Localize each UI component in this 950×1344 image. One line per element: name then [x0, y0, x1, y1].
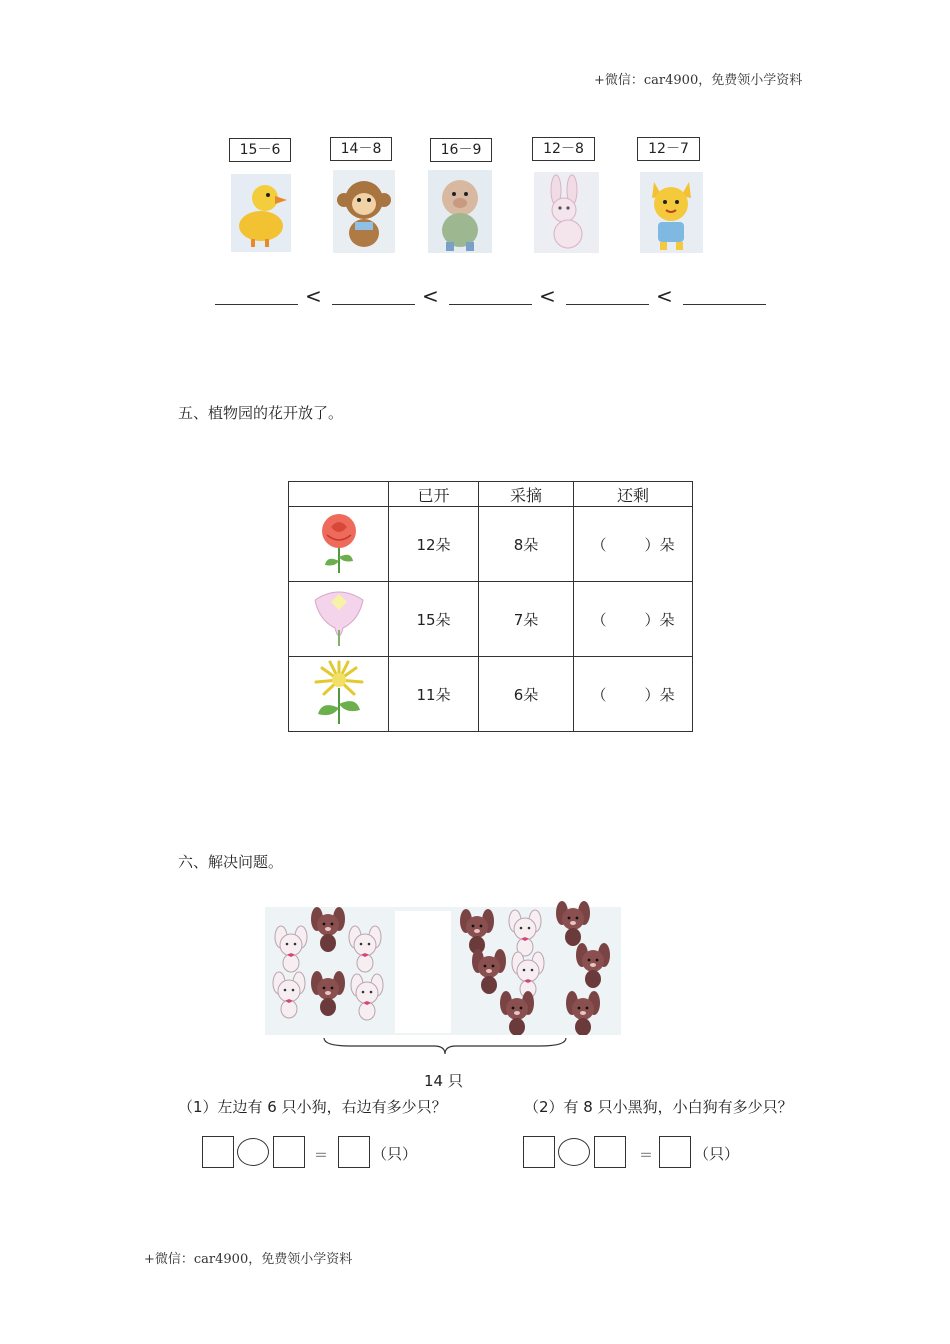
answer-box[interactable] — [659, 1136, 691, 1168]
flower-cell — [289, 582, 389, 657]
equals-sign: ＝ — [639, 1148, 653, 1164]
table-header-row — [289, 482, 693, 507]
answer-blank[interactable] — [215, 304, 298, 305]
picked-count: 7朵 — [479, 582, 574, 657]
dogs-illustration — [265, 897, 621, 1035]
pig-icon — [428, 170, 492, 253]
answer-box[interactable] — [273, 1136, 305, 1168]
expression-box: 16－9 — [430, 138, 492, 162]
expression-box: 12－8 — [532, 137, 595, 161]
rose-icon — [309, 509, 369, 575]
answer-box[interactable] — [594, 1136, 626, 1168]
paren-open: （ — [591, 610, 607, 629]
answer-blank[interactable] — [332, 304, 415, 305]
answer-box[interactable] — [338, 1136, 370, 1168]
answer-blank[interactable] — [566, 304, 649, 305]
operator-circle[interactable] — [237, 1138, 269, 1166]
chrysanthemum-icon — [308, 658, 370, 726]
rabbit-icon — [534, 172, 599, 253]
less-than-sign: < — [539, 284, 556, 308]
table-row — [289, 507, 693, 582]
table-header: 采摘 — [479, 482, 574, 507]
table-row — [289, 582, 693, 657]
unit-label: （只） — [694, 1145, 740, 1163]
remaining-cell[interactable] — [574, 657, 693, 732]
flower-table — [288, 481, 693, 732]
paren-close-unit: ）朵 — [644, 685, 675, 704]
expression-box: 15－6 — [229, 138, 291, 162]
question-2: （2）有 8 只小黑狗，小白狗有多少只？ — [524, 1098, 793, 1116]
section-title: 五、植物园的花开放了。 — [178, 404, 344, 422]
flower-cell — [289, 507, 389, 582]
table-header: 还剩 — [574, 482, 693, 507]
answer-box[interactable] — [523, 1136, 555, 1168]
opened-count: 15朵 — [389, 582, 479, 657]
expression-box: 14－8 — [330, 137, 392, 161]
equals-sign: ＝ — [314, 1148, 328, 1164]
total-label: 14 只 — [424, 1072, 463, 1090]
header-note: +微信：car4900，免费领小学资料 — [594, 73, 803, 88]
cat-icon — [640, 172, 703, 253]
unit-label: （只） — [372, 1145, 418, 1163]
remaining-cell[interactable] — [574, 582, 693, 657]
less-than-sign: < — [422, 284, 439, 308]
question-1: （1）左边有 6 只小狗，右边有多少只？ — [178, 1098, 447, 1116]
duck-icon — [231, 174, 291, 252]
picked-count: 6朵 — [479, 657, 574, 732]
operator-circle[interactable] — [558, 1138, 590, 1166]
total-brace — [320, 1036, 570, 1056]
less-than-sign: < — [305, 284, 322, 308]
flower-cell — [289, 657, 389, 732]
paren-open: （ — [591, 685, 607, 704]
opened-count: 11朵 — [389, 657, 479, 732]
footer-note: +微信：car4900，免费领小学资料 — [144, 1252, 353, 1267]
monkey-icon — [333, 170, 395, 253]
expression-box: 12－7 — [637, 137, 700, 161]
paren-close-unit: ）朵 — [644, 610, 675, 629]
answer-blank[interactable] — [683, 304, 766, 305]
picked-count: 8朵 — [479, 507, 574, 582]
answer-box[interactable] — [202, 1136, 234, 1168]
less-than-sign: < — [656, 284, 673, 308]
opened-count: 12朵 — [389, 507, 479, 582]
answer-blank[interactable] — [449, 304, 532, 305]
morning-glory-icon — [309, 584, 369, 650]
paren-open: （ — [591, 535, 607, 554]
table-row — [289, 657, 693, 732]
table-header — [289, 482, 389, 507]
table-header: 已开 — [389, 482, 479, 507]
section-title: 六、解决问题。 — [178, 853, 284, 871]
remaining-cell[interactable] — [574, 507, 693, 582]
paren-close-unit: ）朵 — [644, 535, 675, 554]
